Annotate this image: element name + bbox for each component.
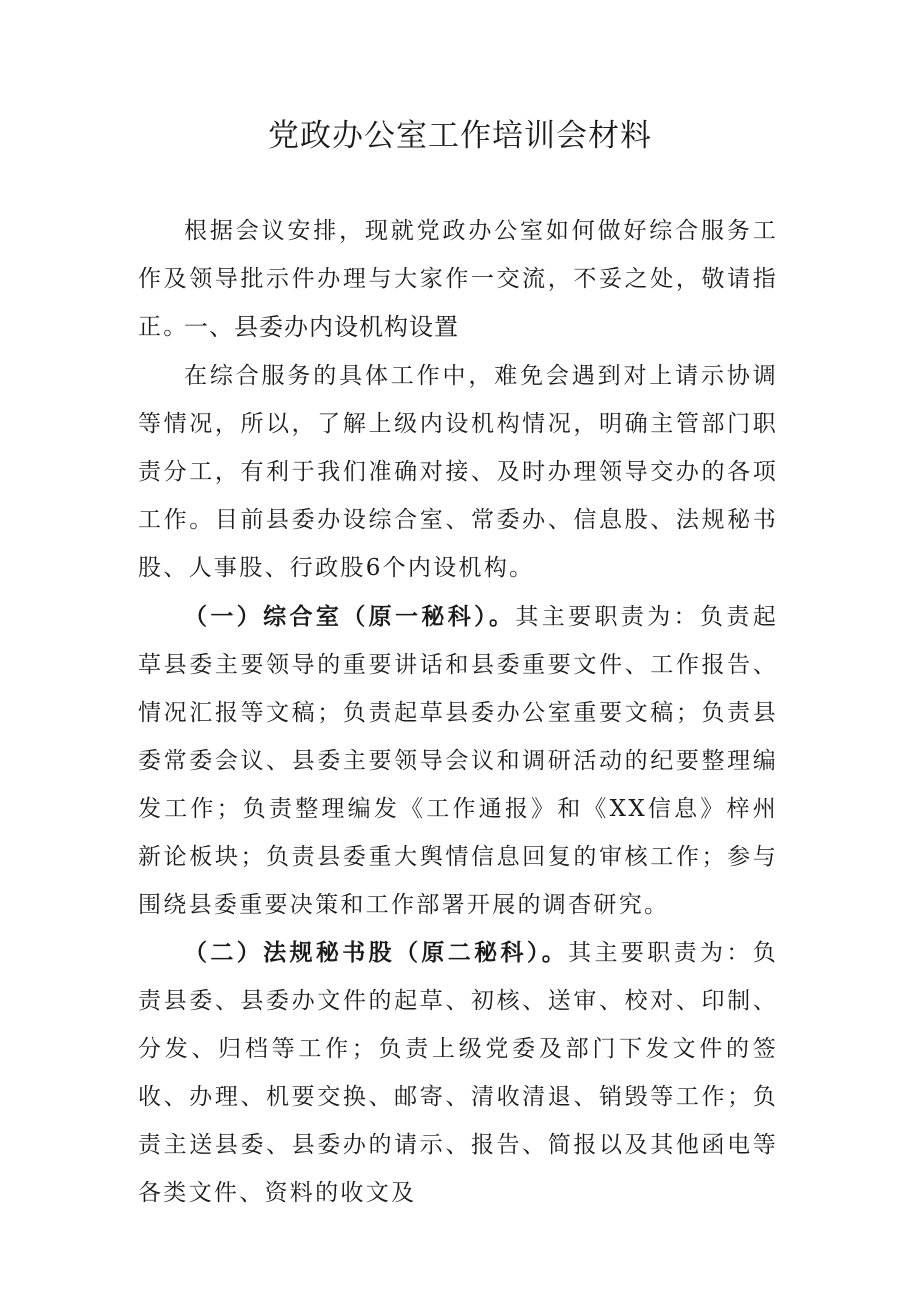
item-heading-1: （一）综合室（原一秘科）。 xyxy=(184,603,516,630)
section-paragraph: 在综合服务的具体工作中，难免会遇到对上请示协调等情况，所以，了解上级内设机构情况，明确主管部门职责分工，有利于我们准确对接、及时办理领导交办的各项工作。目前县委办设综合室、常委办、信息股、法规秘书股、人事股、行政股6个内设机构。 xyxy=(138,363,778,581)
item-paragraph-2 xyxy=(138,929,778,1217)
section-heading: 一、县委办内设机构设置 xyxy=(184,313,459,341)
item-text-1: 其主要职责为：负责起草县委主要领导的重要讲话和县委重要文件、工作报告、情况汇报等文稿；负责起草县委办公室重要文稿；负责县委常委会议、县委主要领导会议和调研活动的纪要整理编发工作；负责整理编发《工作通报》和《XX信息》梓州新论板块；负责县委重大舆情信息回复的审核工作；参与围绕县委重要决策和工作部署开展的调杳研究。 xyxy=(138,604,778,918)
intro-paragraph: 根据会议安排，现就党政办公室如何做好综合服务工作及领导批示件办理与大家作一交流，不妥之处，敬请指正。 xyxy=(138,218,778,340)
item-heading-2: （二）法规秘书股（原二秘科）。 xyxy=(184,939,569,966)
document-title: 党政办公室工作培训会材料 xyxy=(268,118,652,154)
item-paragraph-1 xyxy=(138,593,778,929)
item-text-2: 其主要职责为：负责县委、县委办文件的起草、初核、送审、校对、印制、分发、归档等工作；负责上级党委及部门下发文件的签收、办理、机要交换、邮寄、清收清退、销毁等工作；负责主送县委、县委办的请示、报告、简报以及其他函电等各类文件、资料的收文及 xyxy=(138,940,779,1206)
